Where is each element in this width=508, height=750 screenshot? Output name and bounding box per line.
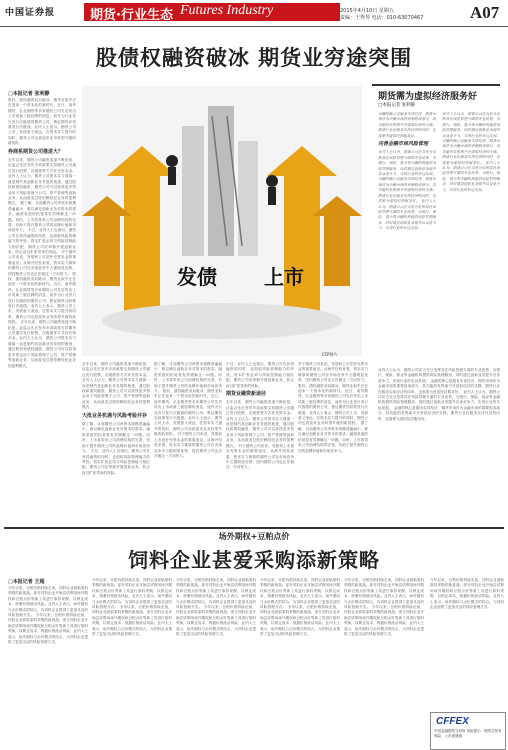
bottom-text-e: 今年以来，豆粕价格持续走低，饲料企业面临原料采购的新挑战。部分饲料企业开始尝试利用场外期权和豆粕点价等新工具进行原料采购，以锁定成本、规避价格波动风险。业内人士表示，场外期权与点价模式的结合，为饲料企业提供了更加灵活的风险管理方式。 — [176, 578, 256, 610]
bottom-kicker: 场外期权+豆粕点价 — [218, 532, 290, 541]
header-divider — [0, 26, 508, 27]
sidebar-body-i: 业内人士认为，期货公司应当充分发挥其在风险管理方面的专业优势，为银行、保险、基金等金融机构提供风险管理服务，同时通过创新业务提升自身竞争力，实现行业的长远发展。 — [378, 389, 500, 410]
article-column-5 — [298, 362, 368, 524]
article-column-2 — [82, 362, 150, 524]
column-1-text-g: 去年以来，期货公司融资渠道不断拓宽，证监会先后发布多项政策支持期货公司通过发行股票、次级债等方式补充资本金。业内人士认为，期货公司资本实力薄弱一直是制约其创新业务发展的瓶颈，通过股权和债权融资，期货公司可以获得更多资金用于风险管理子公司、资产管理等创新业务，从而改变过度依赖经纪业务的盈利模式。 — [8, 320, 76, 368]
masthead: 中国证券报 — [5, 8, 56, 18]
column-2-text: 去年以来，期货公司融资渠道不断拓宽，证监会先后发布多项政策支持期货公司通过发行股票、次级债等方式补充资本金。业内人士认为，期货公司资本实力薄弱一直是制约其创新业务发展的瓶颈，通过股权和债权融资，期货公司可以获得更多资金用于风险管理子公司、资产管理等创新业务，从而改变过度依赖经纪业务的盈利模式。 — [82, 362, 150, 410]
sidebar-body-b: 金融的核心是服务实体经济，期货市场作为金融市场的重要组成部分，其功能的发挥离不开虚拟经济的支撑。期货行业在服务实体经济的同时，也需要为虚拟经济服务好。 — [378, 177, 436, 204]
subhead-1: 券商系期货公司推进大？ — [8, 148, 64, 155]
financing-illustration — [82, 86, 362, 356]
column-1-text-c: 据了解，目前期货公司净资本规模普遍偏小，难以满足创新业务对资本的需求。融资渠道的拓宽将有效缓解这一问题。同时，上市将带来公司治理结构的完善，有助于提升期货公司的品牌价值和市场竞争力。 — [8, 201, 76, 233]
sidebar-body: 业内人士认为，期货公司应当充分发挥其在风险管理方面的专业优势，为银行、保险、基金等金融机构提供风险管理服务，同时通过创新业务提升自身竞争力，实现行业的长远发展。 — [378, 150, 436, 177]
sidebar-body-c: 业内人士认为，期货公司应当充分发挥其在风险管理方面的专业优势，为银行、保险、基金等金融机构提供风险管理服务，同时通过创新业务提升自身竞争力，实现行业的长远发展。 — [378, 199, 436, 231]
sidebar-top-rule — [372, 84, 500, 86]
bottom-headline: 饲料企业甚爱采购添新策略 — [128, 548, 380, 572]
bottom-text-i: 今年以来，豆粕价格持续走低，饲料企业面临原料采购的新挑战。部分饲料企业开始尝试利用场外期权和豆粕点价等新工具进行原料采购，以锁定成本、规避价格波动风险。业内人士表示，场外期权与点价模式的结合，为饲料企业提供了更加灵活的风险管理方式。 — [344, 578, 424, 610]
bottom-text-g: 今年以来，豆粕价格持续走低，饲料企业面临原料采购的新挑战。部分饲料企业开始尝试利用场外期权和豆粕点价等新工具进行原料采购，以锁定成本、规避价格波动风险。业内人士表示，场外期权与点价模式的结合，为饲料企业提供了更加灵活的风险管理方式。 — [260, 578, 340, 610]
sidebar-subhead: 完善金融市场风险管理 — [378, 141, 429, 148]
column-3-text: 据了解，目前期货公司净资本规模普遍偏小，难以满足创新业务对资本的需求。融资渠道的拓宽将有效缓解这一问题。同时，上市将带来公司治理结构的完善，有助于提升期货公司的品牌价值和市场竞争力。 — [154, 362, 222, 394]
section-title-en: Futures Industry — [180, 3, 274, 18]
bottom-text-c: 今年以来，豆粕价格持续走低，饲料企业面临原料采购的新挑战。部分饲料企业开始尝试利用场外期权和豆粕点价等新工具进行原料采购，以锁定成本、规避价格波动风险。业内人士表示，场外期权与点价模式的结合，为饲料企业提供了更加灵活的风险管理方式。 — [92, 578, 172, 610]
illustration-label-fazhai: 发债 — [177, 265, 217, 289]
sidebar-column-lower — [378, 368, 500, 516]
bottom-text-k: 今年以来，豆粕价格持续走低，饲料企业面临原料采购的新挑战。部分饲料企业开始尝试利用场外期权和豆粕点价等新工具进行原料采购，以锁定成本、规避价格波动风险。业内人士表示，场外期权与点价模式的结合，为饲料企业提供了更加灵活的风险管理方式。 — [430, 578, 504, 610]
sidebar-byline: □本报记者 张利静 — [378, 103, 416, 108]
sidebar-body-h: 金融的核心是服务实体经济，期货市场作为金融市场的重要组成部分，其功能的发挥离不开虚拟经济的支撑。期货行业在服务实体经济的同时，也需要为虚拟经济服务好。 — [378, 378, 500, 394]
sidebar-body-e: 金融的核心是服务实体经济，期货市场作为金融市场的重要组成部分，其功能的发挥离不开虚拟经济的支撑。期货行业在服务实体经济的同时，也需要为虚拟经济服务好。 — [442, 139, 500, 165]
bottom-text-d: 今年以来，豆粕价格持续走低，饲料企业面临原料采购的新挑战。部分饲料企业开始尝试利用场外期权和豆粕点价等新工具进行原料采购，以锁定成本、规避价格波动风险。业内人士表示，场外期权与点价模式的结合，为饲料企业提供了更加灵活的风险管理方式。 — [92, 605, 172, 637]
bottom-column-4 — [260, 578, 340, 746]
column-1-text-d: 不过，业内人士也指出，期货公司在获得融资的同时，也面临风险管理能力的考验。资本扩张必须与风险控制能力相匹配，期货公司应审慎开展创新业务，防止盲目扩张带来的风险。 — [8, 228, 76, 254]
date-line: 2015年4月10日 星期五 — [340, 8, 394, 14]
bottom-column-2 — [92, 578, 172, 746]
top-byline: □本报记者 张利静 — [8, 91, 50, 97]
bottom-text-f: 今年以来，豆粕价格持续走低，饲料企业面临原料采购的新挑战。部分饲料企业开始尝试利用场外期权和豆粕点价等新工具进行原料采购，以锁定成本、规避价格波动风险。业内人士表示，场外期权与点价模式的结合，为饲料企业提供了更加灵活的风险管理方式。 — [176, 605, 256, 637]
sidebar-body-j: 金融的核心是服务实体经济，期货市场作为金融市场的重要组成部分，其功能的发挥离不开虚拟经济的支撑。期货行业在服务实体经济的同时，也需要为虚拟经济服务好。 — [378, 405, 500, 421]
bottom-column-6 — [430, 578, 504, 708]
ad-text: 中国金融期货交易所 风险提示：期货交易有风险，入市需谨慎 — [434, 729, 502, 738]
column-1-text-b: 去年以来，期货公司融资渠道不断拓宽，证监会先后发布多项政策支持期货公司通过发行股票、次级债等方式补充资本金。业内人士认为，期货公司资本实力薄弱一直是制约其创新业务发展的瓶颈，通过股权和债权融资，期货公司可以获得更多资金用于风险管理子公司、资产管理等创新业务，从而改变过度依赖经纪业务的盈利模式。 — [8, 158, 76, 206]
bottom-text-b: 今年以来，豆粕价格持续走低，饲料企业面临原料采购的新挑战。部分饲料企业开始尝试利用场外期权和豆粕点价等新工具进行原料采购，以锁定成本、规避价格波动风险。业内人士表示，场外期权与点价模式的结合，为饲料企业提供了更加灵活的风险管理方式。 — [8, 613, 88, 645]
column-1-text-f: 股权、债权融资双双破冰，期货业似乎正在迎来一个资本化的新时代。近日，南华期货、弘业期货等多家期货公司先后传出上市或新三板挂牌的消息，而作为行业首只发行次级债的期货公司，鲁证期货亦获准发行次级债。业内人士表示，期货公司上市、发债意义深远，在资本实力提升的同时，期货公司也将迎来业务转型升级的新契机。 — [8, 271, 76, 325]
sidebar-column-2 — [442, 112, 500, 362]
article-column-1 — [8, 98, 76, 478]
illustration-credit: CFP图片 — [322, 352, 338, 357]
column-5-text-c: 据了解，目前期货公司净资本规模普遍偏小，难以满足创新业务对资本的需求。融资渠道的拓宽将有效缓解这一问题。同时，上市将带来公司治理结构的完善，有助于提升期货公司的品牌价值和市场竞争力。 — [298, 421, 368, 453]
bottom-column-3 — [176, 578, 256, 746]
section-divider — [4, 527, 504, 529]
sidebar-body-f: 业内人士认为，期货公司应当充分发挥其在风险管理方面的专业优势，为银行、保险、基金等金融机构提供风险管理服务，同时通过创新业务提升自身竞争力，实现行业的长远发展。 — [442, 160, 500, 192]
sidebar-column-1 — [378, 112, 436, 362]
bottom-column-1 — [8, 586, 88, 746]
illustration-label-shangshi: 上市 — [264, 265, 304, 289]
column-1-text: 股权、债权融资双双破冰，期货业似乎正在迎来一个资本化的新时代。近日，南华期货、弘业期货等多家期货公司先后传出上市或新三板挂牌的消息，而作为行业首只发行次级债的期货公司，鲁证期货亦获准发行次级债。业内人士表示，期货公司上市、发债意义深远，在资本实力提升的同时，期货公司也将迎来业务转型升级的新契机。 — [8, 98, 76, 146]
page-header — [0, 0, 508, 26]
column-5-text: 对于期货公司来说，发债和上市是补充资本金的重要途径。从海外经验来看，资本实力雄厚的期货公司在市场竞争中占据明显优势，国内期货公司也正在朝这一方向努力。 — [298, 362, 368, 383]
editor-line: 责编：王秀琴 电话：010-63070467 — [340, 15, 424, 21]
subhead-2: 大批业务机遇与风险考验并存 — [82, 412, 148, 419]
column-4-text-c: 对于期货公司来说，发债和上市是补充资本金的重要途径。从海外经验来看，资本实力雄厚的期货公司在市场竞争中占据明显优势，国内期货公司也正在朝这一方向努力。 — [226, 443, 294, 470]
page-number: A07 — [470, 3, 500, 22]
article-column-3 — [154, 362, 222, 524]
subhead-3: 期货业融资新途径 — [226, 391, 267, 398]
column-5-text-b: 股权、债权融资双双破冰，期货业似乎正在迎来一个资本化的新时代。近日，南华期货、弘业期货等多家期货公司先后传出上市或新三板挂牌的消息，而作为行业首只发行次级债的期货公司，鲁证期货亦获准发行次级债。业内人士表示，期货公司上市、发债意义深远，在资本实力提升的同时，期货公司也将迎来业务转型升级的新契机。 — [298, 383, 368, 426]
sidebar-body-g: 业内人士认为，期货公司应当充分发挥其在风险管理方面的专业优势，为银行、保险、基金等金融机构提供风险管理服务，同时通过创新业务提升自身竞争力，实现行业的长远发展。 — [378, 368, 500, 383]
column-4-text-b: 去年以来，期货公司融资渠道不断拓宽，证监会先后发布多项政策支持期货公司通过发行股票、次级债等方式补充资本金。业内人士认为，期货公司资本实力薄弱一直是制约其创新业务发展的瓶颈，通过股权和债权融资，期货公司可以获得更多资金用于风险管理子公司、资产管理等创新业务，从而改变过度依赖经纪业务的盈利模式。 — [226, 400, 294, 448]
column-2-text-b: 据了解，目前期货公司净资本规模普遍偏小，难以满足创新业务对资本的需求。融资渠道的拓宽将有效缓解这一问题。同时，上市将带来公司治理结构的完善，有助于提升期货公司的品牌价值和市场竞争力。 — [82, 422, 150, 454]
column-4-text: 不过，业内人士也指出，期货公司在获得融资的同时，也面临风险管理能力的考验。资本扩张必须与风险控制能力相匹配，期货公司应审慎开展创新业务，防止盲目扩张带来的风险。 — [226, 362, 294, 388]
column-1-text-e: 对于期货公司来说，发债和上市是补充资本金的重要途径。从海外经验来看，资本实力雄厚的期货公司在市场竞争中占据明显优势，国内期货公司也正在朝这一方向努力。 — [8, 249, 76, 276]
top-headline: 股债权融资破冰 期货业穷途突围 — [95, 45, 413, 70]
bottom-byline: □本报记者 王超 — [8, 579, 45, 585]
column-2-text-c: 不过，业内人士也指出，期货公司在获得融资的同时，也面临风险管理能力的考验。资本扩张必须与风险控制能力相匹配，期货公司应审慎开展创新业务，防止盲目扩张带来的风险。 — [82, 449, 150, 475]
cffex-logo: CFFEX — [436, 716, 469, 727]
column-3-text-c: 对于期货公司来说，发债和上市是补充资本金的重要途径。从海外经验来看，资本实力雄厚的期货公司在市场竞争中占据明显优势，国内期货公司也正在朝这一方向努力。 — [154, 432, 222, 458]
sidebar-title: 期货需为虚拟经济服务好 — [378, 92, 478, 102]
article-column-4 — [226, 362, 294, 524]
sidebar-body-d: 业内人士认为，期货公司应当充分发挥其在风险管理方面的专业优势，为银行、保险、基金等金融机构提供风险管理服务，同时通过创新业务提升自身竞争力，实现行业的长远发展。 — [442, 112, 500, 138]
section-title: 期货·行业生态 — [90, 8, 173, 23]
bottom-column-5 — [344, 578, 424, 746]
column-3-text-b: 股权、债权融资双双破冰，期货业似乎正在迎来一个资本化的新时代。近日，南华期货、弘业期货等多家期货公司先后传出上市或新三板挂牌的消息，而作为行业首只发行次级债的期货公司，鲁证期货亦获准发行次级债。业内人士表示，期货公司上市、发债意义深远，在资本实力提升的同时，期货公司也将迎来业务转型升级的新契机。 — [154, 389, 222, 437]
bottom-text-a: 今年以来，豆粕价格持续走低，饲料企业面临原料采购的新挑战。部分饲料企业开始尝试利用场外期权和豆粕点价等新工具进行原料采购，以锁定成本、规避价格波动风险。业内人士表示，场外期权与点价模式的结合，为饲料企业提供了更加灵活的风险管理方式。 — [8, 586, 88, 618]
sidebar-lead: 金融的核心是服务实体经济，期货市场作为金融市场的重要组成部分，其功能的发挥离不开虚拟经济的支撑。期货行业在服务实体经济的同时，也需要为虚拟经济服务好。 — [378, 112, 436, 138]
bottom-text-j: 今年以来，豆粕价格持续走低，饲料企业面临原料采购的新挑战。部分饲料企业开始尝试利用场外期权和豆粕点价等新工具进行原料采购，以锁定成本、规避价格波动风险。业内人士表示，场外期权与点价模式的结合，为饲料企业提供了更加灵活的风险管理方式。 — [344, 605, 424, 637]
bottom-text-h: 今年以来，豆粕价格持续走低，饲料企业面临原料采购的新挑战。部分饲料企业开始尝试利用场外期权和豆粕点价等新工具进行原料采购，以锁定成本、规避价格波动风险。业内人士表示，场外期权与点价模式的结合，为饲料企业提供了更加灵活的风险管理方式。 — [260, 605, 340, 637]
